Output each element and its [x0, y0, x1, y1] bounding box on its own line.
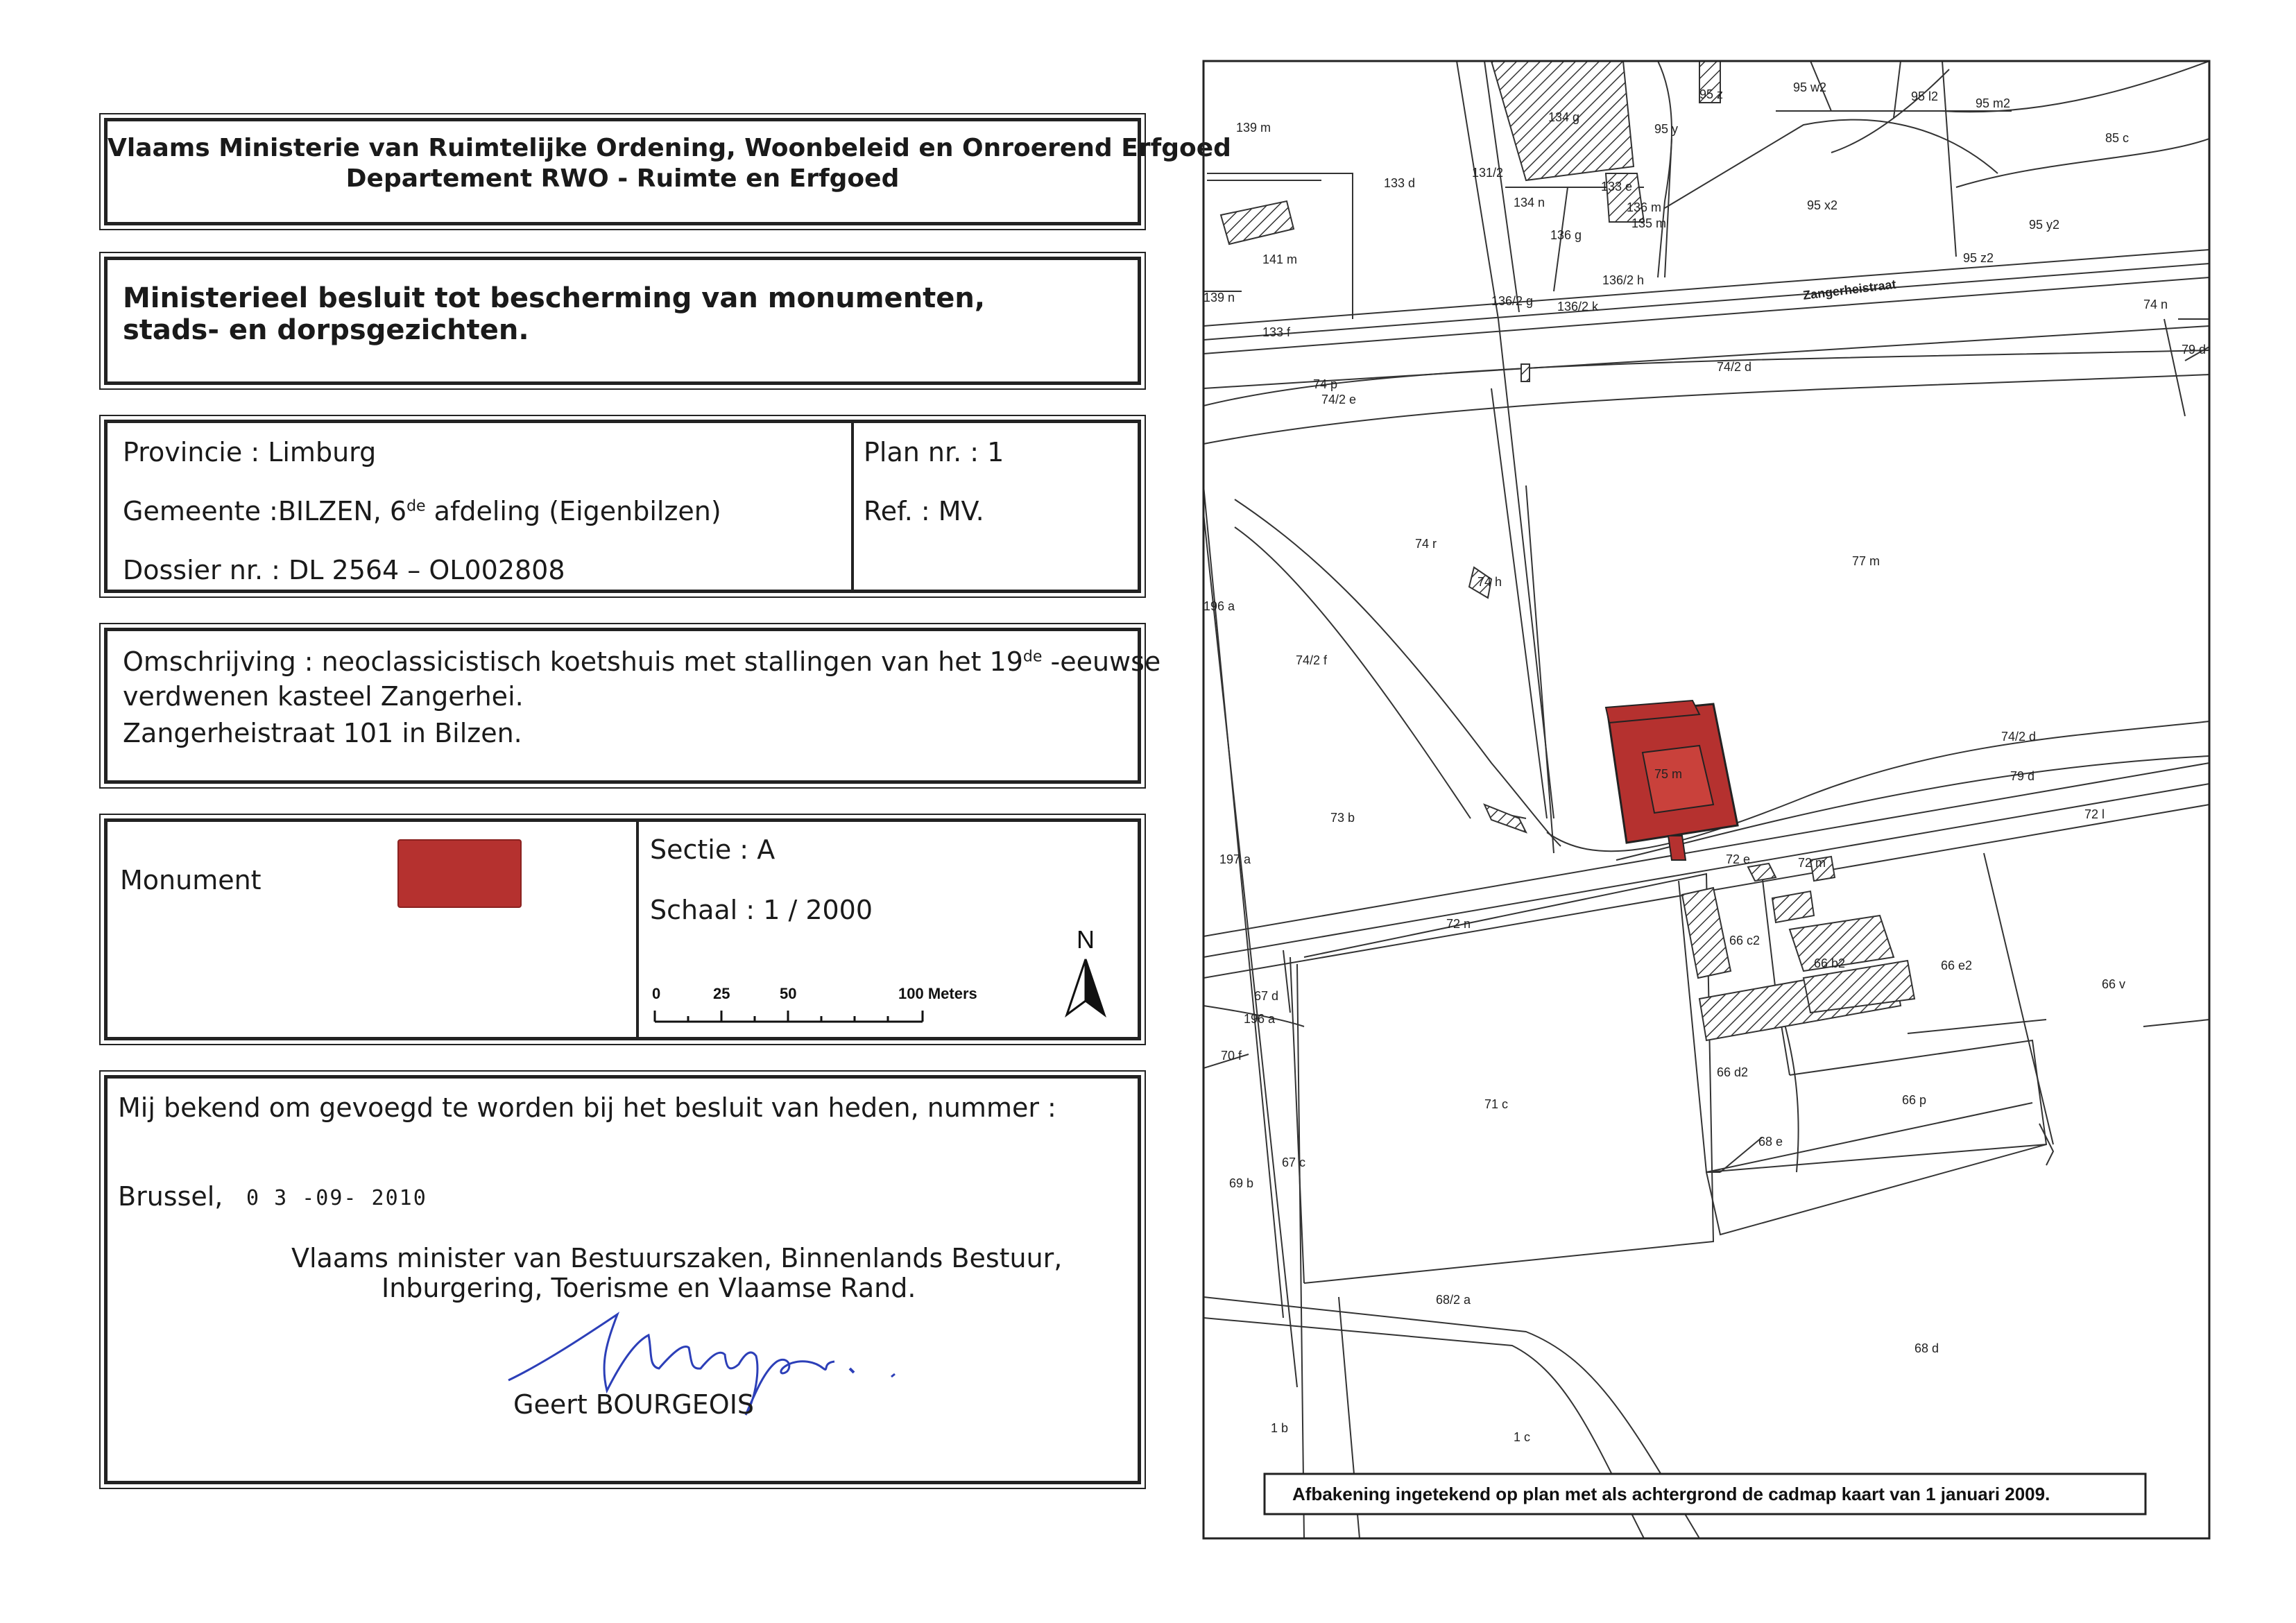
- gemeente-sup: de: [406, 497, 426, 515]
- provincie-label: Provincie : Limburg: [123, 437, 377, 467]
- parcel-label: 197 a: [1219, 852, 1251, 866]
- parcel-label: 1 b: [1271, 1421, 1289, 1435]
- minister-title-line-1: Vlaams minister van Bestuurszaken, Binnenlands Bestuur,: [291, 1243, 1063, 1273]
- attestation-text: Mij bekend om gevoegd te worden bij het besluit van heden, nummer :: [118, 1092, 1056, 1123]
- parcel-label: 68/2 a: [1436, 1293, 1471, 1307]
- date-stamp: 0 3 -09- 2010: [246, 1186, 427, 1210]
- reference: Ref. : MV.: [864, 496, 984, 526]
- parcel-label: 74 n: [2143, 298, 2168, 311]
- parcel-label: 74 r: [1415, 537, 1437, 551]
- description-line-2: verdwenen kasteel Zangerhei.: [123, 681, 524, 712]
- parcel-label: 136/2 h: [1602, 273, 1645, 287]
- sectie-label: Sectie : A: [650, 834, 776, 865]
- parcel-label: 66 v: [2102, 977, 2126, 991]
- gemeente-text-end: afdeling (Eigenbilzen): [425, 496, 721, 526]
- ministry-name: Vlaams Ministerie van Ruimtelijke Ordening, Woonbeleid en Onroerend Erfgoed: [108, 134, 1231, 162]
- parcel-label: 79 d: [2010, 769, 2035, 783]
- parcel-label: 72 m: [1798, 856, 1826, 870]
- scale-tick-50: 50: [780, 985, 797, 1002]
- north-label: N: [1077, 925, 1095, 954]
- place-label: Brussel,: [118, 1181, 223, 1212]
- parcel-label: 66 c2: [1729, 934, 1760, 947]
- parcel-label: 139 m: [1236, 121, 1271, 135]
- parcel-label: 196 a: [1244, 1012, 1276, 1026]
- parcel-label: 74/2 e: [1321, 393, 1357, 406]
- parcel-label: 95 x2: [1807, 198, 1838, 212]
- parcel-label: 67 c: [1282, 1156, 1306, 1169]
- parcel-label: 77 m: [1852, 554, 1881, 568]
- parcel-label: 74 p: [1313, 377, 1338, 391]
- parcel-label: 72 l: [2084, 807, 2105, 821]
- parcel-label: 95 l2: [1911, 89, 1939, 103]
- monument-label: Monument: [120, 865, 262, 895]
- parcel-label: 85 c: [2105, 131, 2130, 145]
- parcel-label: 136/2 k: [1557, 300, 1599, 314]
- parcel-label: 136/2 g: [1491, 294, 1534, 308]
- minister-name: Geert BOURGEOIS: [513, 1389, 755, 1420]
- parcel-label: 136 m: [1627, 200, 1662, 214]
- parcel-label: 66 d2: [1717, 1065, 1749, 1079]
- parcel-label: 141 m: [1262, 252, 1298, 266]
- parcel-label: 95 z: [1699, 87, 1724, 101]
- parcel-label: 74 h: [1477, 575, 1502, 589]
- parcel-label: 72 e: [1726, 852, 1751, 866]
- scale-label: Schaal : 1 / 2000: [650, 895, 873, 925]
- parcel-label: 95 y: [1654, 122, 1679, 136]
- address-line: Zangerheistraat 101 in Bilzen.: [123, 718, 522, 748]
- parcel-label: 71 c: [1484, 1097, 1509, 1111]
- parcel-label: 70 f: [1221, 1049, 1242, 1063]
- decree-title: Ministerieel besluit tot bescherming van monumenten, stads- en dorpsgezichten.: [123, 282, 986, 346]
- parcel-label: 95 m2: [1976, 96, 2011, 110]
- parcel-label: 79 d: [2182, 343, 2207, 357]
- scale-tick-100: 100 Meters: [898, 985, 977, 1002]
- parcel-label: 74/2 d: [1717, 360, 1752, 374]
- description-text: Omschrijving : neoclassicistisch koetshuis met stallingen van het 19: [123, 646, 1023, 677]
- parcel-label: 66 p: [1902, 1093, 1927, 1107]
- parcel-label: 74/2 f: [1296, 653, 1328, 667]
- parcel-label: 74/2 d: [2001, 730, 2037, 744]
- parcel-label: 68 d: [1914, 1341, 1939, 1355]
- description-sup: de: [1022, 648, 1043, 666]
- parcel-label: 68 e: [1758, 1135, 1783, 1149]
- parcel-label: 1 c: [1514, 1430, 1531, 1444]
- map-footnote: Afbakening ingetekend op plan met als achtergrond de cadmap kaart van 1 januari 2009.: [1292, 1484, 2050, 1504]
- parcel-label: 67 d: [1254, 989, 1279, 1003]
- parcel-label: 95 y2: [2029, 218, 2060, 232]
- scale-tick-25: 25: [713, 985, 730, 1002]
- street-label: Zangerheistraat: [1802, 277, 1897, 302]
- parcel-label: 196 a: [1203, 599, 1235, 613]
- parcel-label: 136 g: [1550, 228, 1582, 242]
- parcel-label: 95 z2: [1963, 251, 1994, 265]
- minister-title-line-2: Inburgering, Toerisme en Vlaamse Rand.: [382, 1273, 916, 1303]
- parcel-label: 66 b2: [1814, 956, 1846, 970]
- parcel-label: 72 n: [1446, 917, 1471, 931]
- scale-tick-0: 0: [652, 985, 661, 1002]
- parcel-label: 139 n: [1203, 291, 1235, 304]
- parcel-label: 134 g: [1548, 110, 1580, 124]
- description-text-end: -eeuwse: [1042, 646, 1161, 677]
- plan-number: Plan nr. : 1: [864, 437, 1004, 467]
- parcel-label: 95 w2: [1793, 80, 1827, 94]
- parcel-label: 133 f: [1262, 325, 1291, 339]
- parcel-label: 75 m: [1654, 767, 1683, 781]
- parcel-label: 66 e2: [1941, 959, 1973, 972]
- gemeente-text: Gemeente :BILZEN, 6: [123, 496, 407, 526]
- department-name: Departement RWO - Ruimte en Erfgoed: [345, 164, 900, 193]
- parcel-label: 133 d: [1384, 176, 1416, 190]
- parcel-label: 134 n: [1514, 196, 1545, 209]
- dossier-label: Dossier nr. : DL 2564 – OL002808: [123, 555, 565, 585]
- parcel-label: 131/2: [1472, 166, 1504, 180]
- parcel-label: 133 e: [1601, 180, 1633, 194]
- parcel-label: 135 m: [1631, 216, 1667, 230]
- parcel-label: 73 b: [1330, 811, 1355, 825]
- parcel-label: 69 b: [1229, 1176, 1254, 1190]
